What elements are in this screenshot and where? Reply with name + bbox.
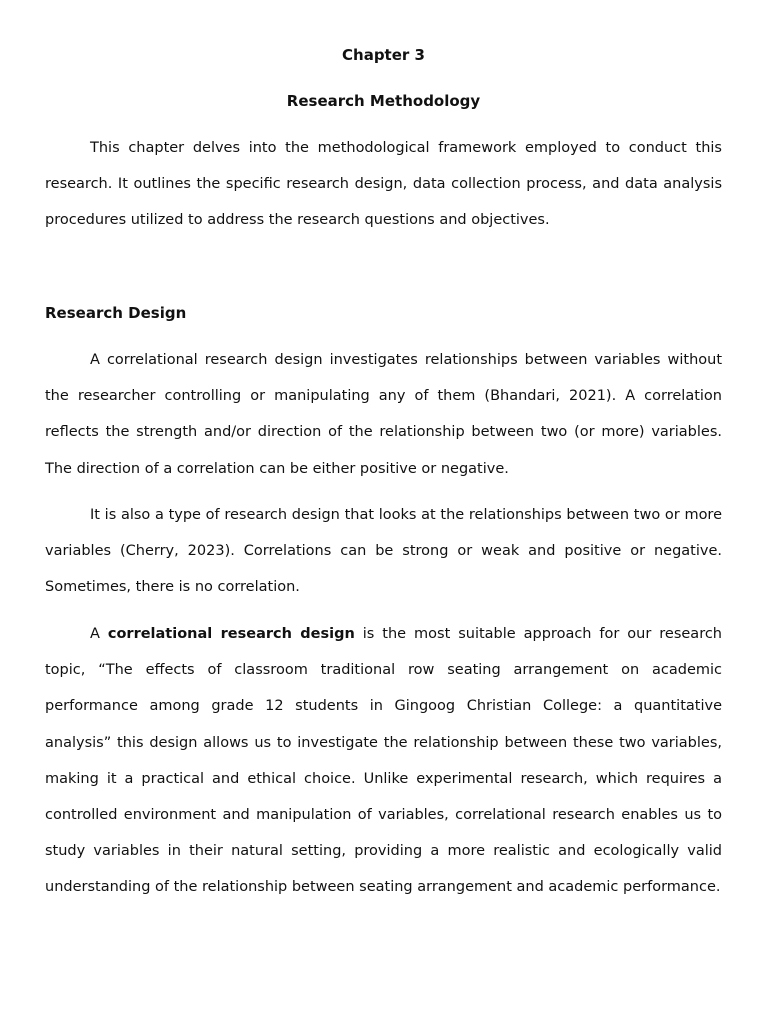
paragraph-suitable-approach	[45, 616, 722, 906]
section-heading-research-design: Research Design	[45, 304, 187, 322]
paragraph-correlational-definition: A correlational research design investigates relationships between variables without the researcher controlling or manipulating any of them (Bhandari, 2021). A correlation reflects the strength and/or direction of the relationship between two (or more) variables. The direction of a correlation can be either positive or negative.	[45, 352, 722, 477]
chapter-title: Research Methodology	[286, 92, 481, 110]
paragraph-lead: A	[90, 626, 108, 642]
bold-term: correlational research design	[107, 626, 355, 642]
paragraph-cherry-citation: It is also a type of research design that looks at the relationships between two or more variables (Cherry, 2023). Correlations can be strong or weak and positive or negative. Sometimes, there is no correlation.	[45, 507, 722, 596]
paragraph-rest: is the most suitable approach for our research topic, “The effects of classroom traditional row seating arrangement on academic performance among grade 12 students in Gingoog Christian College: a quantitative analysis” this design allows us to investigate the relationship between these two variables, making it a practical and ethical choice. Unlike experimental research, which requires a controlled environment and manipulation of variables, correlational research enables us to study variables in their natural setting, providing a more realistic and ecologically valid understanding of the relationship between seating arrangement and academic performance.	[45, 626, 722, 896]
chapter-label: Chapter 3	[342, 46, 425, 64]
intro-paragraph: This chapter delves into the methodological framework employed to conduct this research. It outlines the specific research design, data collection process, and data analysis procedures utilized to address the research questions and objectives.	[45, 140, 722, 229]
